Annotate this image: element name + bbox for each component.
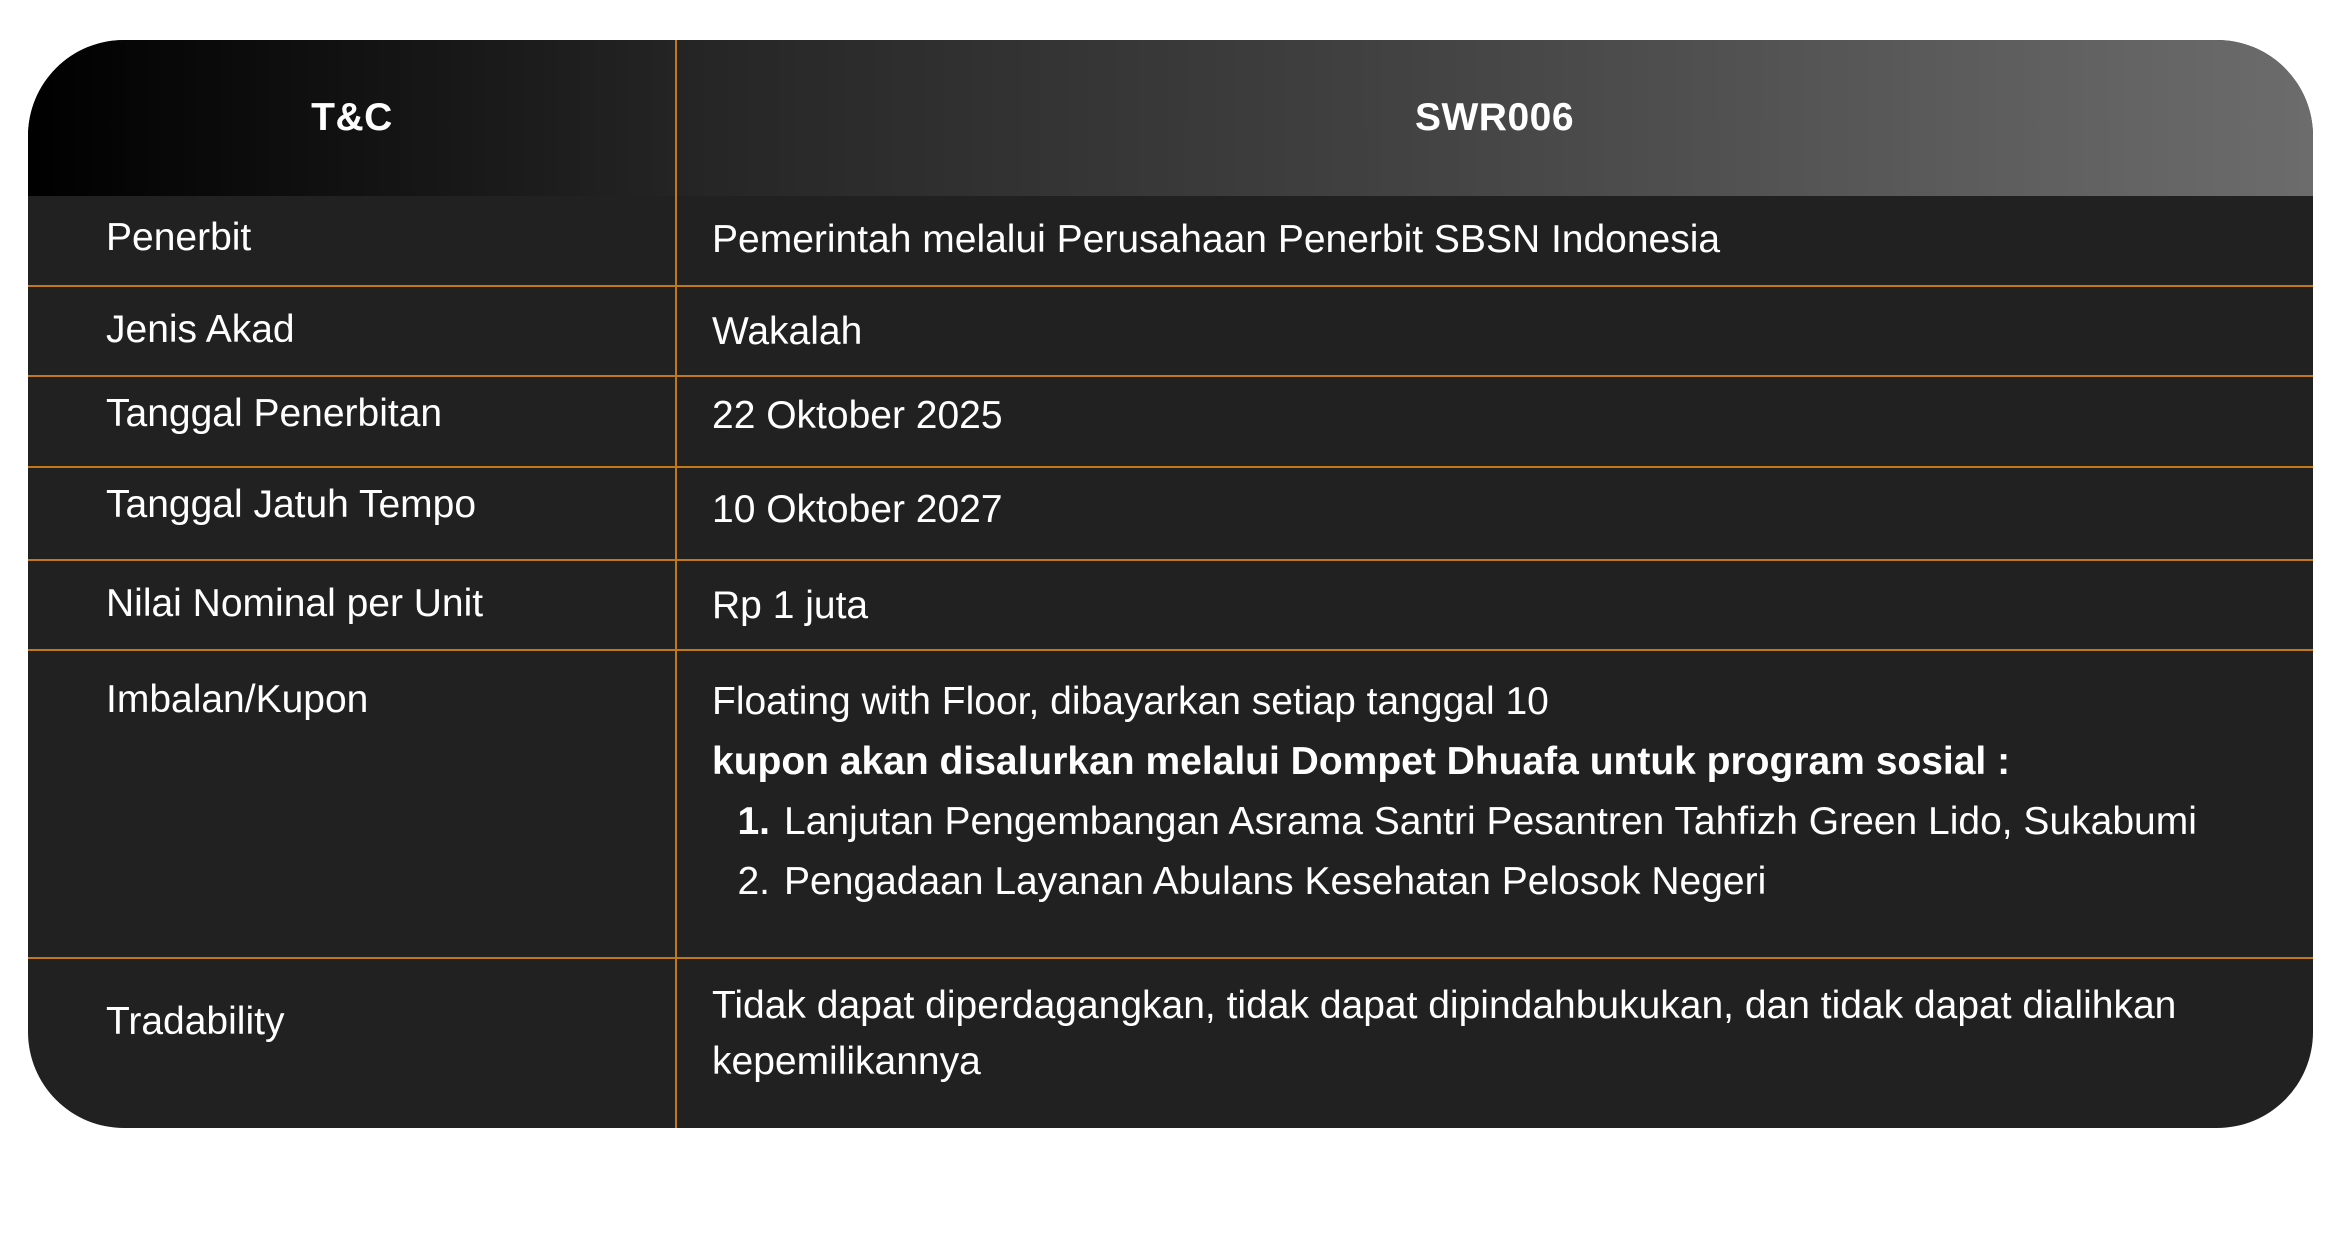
row-value-penerbit: Pemerintah melalui Perusahaan Penerbit SBSN Indonesia bbox=[712, 218, 1721, 261]
row-value-tanggal-jatuh-tempo: 10 Oktober 2027 bbox=[712, 488, 1003, 531]
row-divider bbox=[28, 649, 2313, 651]
row-label-penerbit: Penerbit bbox=[106, 216, 252, 259]
list-item bbox=[712, 792, 2197, 852]
row-divider bbox=[28, 466, 2313, 468]
coupon-description: Floating with Floor, dibayarkan setiap tanggal 10 bbox=[712, 680, 1549, 723]
row-value-jenis-akad: Wakalah bbox=[712, 310, 863, 353]
list-item-number: 2. bbox=[737, 860, 770, 903]
table-header bbox=[28, 40, 2313, 196]
row-label-imbalan-kupon: Imbalan/Kupon bbox=[106, 678, 369, 721]
row-value-nilai-nominal: Rp 1 juta bbox=[712, 584, 869, 627]
row-label-tanggal-penerbitan: Tanggal Penerbitan bbox=[106, 392, 443, 435]
row-value-tradability: Tidak dapat diperdagangkan, tidak dapat dipindahbukukan, dan tidak dapat dialihkan kepemilikannya bbox=[712, 984, 2177, 1083]
coupon-note: kupon akan disalurkan melalui Dompet Dhuafa untuk program sosial : bbox=[712, 740, 2011, 783]
header-label-cell: T&C bbox=[311, 96, 393, 139]
header-value-cell: SWR006 bbox=[1414, 96, 1575, 139]
row-divider bbox=[28, 285, 2313, 287]
list-item-text: Lanjutan Pengembangan Asrama Santri Pesantren Tahfizh Green Lido, Sukabumi bbox=[784, 800, 2197, 843]
row-value-tanggal-penerbitan: 22 Oktober 2025 bbox=[712, 394, 1003, 437]
terms-table bbox=[28, 40, 2313, 1128]
row-label-tanggal-jatuh-tempo: Tanggal Jatuh Tempo bbox=[106, 483, 477, 526]
coupon-program-list bbox=[712, 792, 2197, 912]
list-item-text: Pengadaan Layanan Abulans Kesehatan Pelosok Negeri bbox=[784, 860, 1767, 903]
row-divider bbox=[28, 957, 2313, 959]
row-divider bbox=[28, 375, 2313, 377]
list-item bbox=[712, 852, 2197, 912]
column-divider bbox=[675, 40, 677, 1128]
row-value-imbalan-kupon bbox=[712, 672, 2197, 912]
row-label-tradability: Tradability bbox=[106, 1000, 285, 1043]
row-divider bbox=[28, 559, 2313, 561]
list-item-number: 1. bbox=[737, 800, 770, 843]
row-label-jenis-akad: Jenis Akad bbox=[106, 308, 295, 351]
row-label-nilai-nominal: Nilai Nominal per Unit bbox=[106, 582, 484, 625]
